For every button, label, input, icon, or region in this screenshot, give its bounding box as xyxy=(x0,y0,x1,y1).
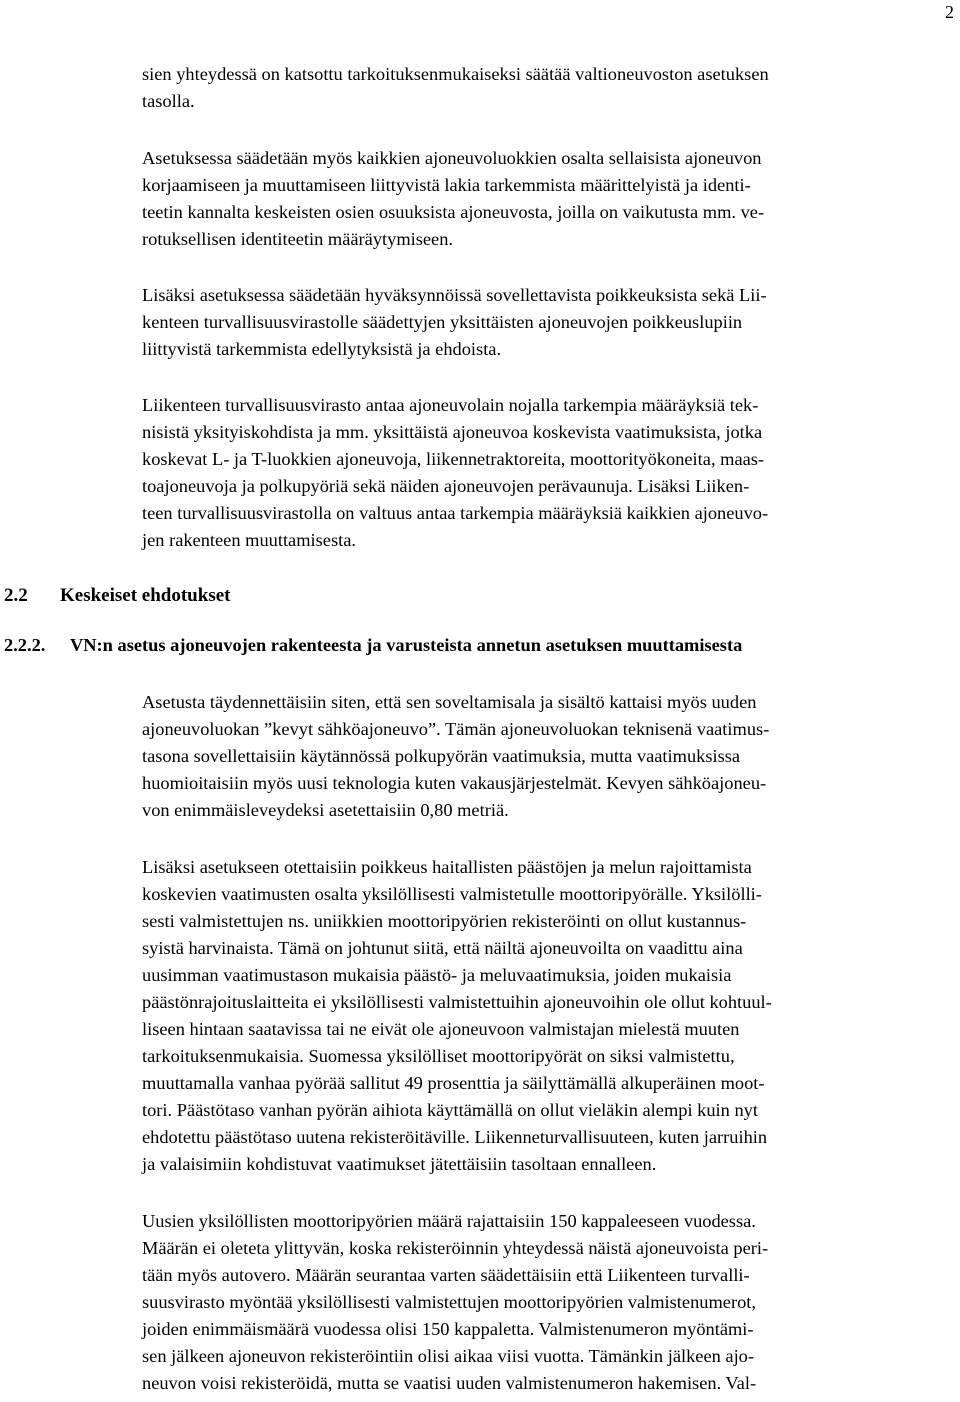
text-line: rotuksellisen identiteetin määräytymiseen. xyxy=(142,229,454,249)
text-line: tasolla. xyxy=(142,91,195,111)
paragraph xyxy=(142,282,942,363)
text-line: liseen hintaan saatavissa tai ne eivät ole ajoneuvoon valmistajan mielestä muuten xyxy=(142,1019,740,1039)
text-line: uusimman vaatimustason mukaisia päästö- ja meluvaatimuksia, joiden mukaisia xyxy=(142,965,732,985)
section-number: 2.2 xyxy=(4,585,28,606)
text-line: nisistä yksityiskohdista ja mm. yksittäistä ajoneuvoa koskevista vaatimuksista, jotka xyxy=(142,422,763,442)
text-line: tori. Päästötaso vanhan pyörän aihiota käyttämällä on ollut vieläkin alempi kuin nyt xyxy=(142,1100,758,1120)
paragraph xyxy=(142,1208,942,1397)
text-line: ehdotettu päästötaso uutena rekisteröitäville. Liikenneturvallisuuteen, kuten jarruihin xyxy=(142,1127,768,1147)
text-line: tään myös autovero. Määrän seurantaa varten säädettäisiin että Liikenteen turvalli- xyxy=(142,1265,750,1285)
text-line: neuvon voisi rekisteröidä, mutta se vaatisi uuden valmistenumeron hakemisen. Val- xyxy=(142,1373,757,1393)
text-line: kenteen turvallisuusvirastolle säädettyjen yksittäisten ajoneuvojen poikkeuslupiin xyxy=(142,312,743,332)
page-number: 2 xyxy=(945,2,954,22)
text-line: sen jälkeen ajoneuvon rekisteröintiin olisi aikaa viisi vuotta. Tämänkin jälkeen ajo- xyxy=(142,1346,755,1366)
text-line: Lisäksi asetuksessa säädetään hyväksynnöissä sovellettavista poikkeuksista sekä Lii- xyxy=(142,285,767,305)
text-line: von enimmäisleveydeksi asetettaisiin 0,80 metriä. xyxy=(142,800,509,820)
text-line: Määrän ei oleteta ylittyvän, koska rekisteröinnin yhteydessä näistä ajoneuvoista peri- xyxy=(142,1238,769,1258)
text-line: teen turvallisuusvirastolla on valtuus antaa tarkempia määräyksiä kaikkien ajoneuvo- xyxy=(142,503,769,523)
text-line: koskevien vaatimusten osalta yksilöllisesti valmistetulle moottoripyörälle. Yksilölli- xyxy=(142,884,762,904)
subsection-title: VN:n asetus ajoneuvojen rakenteesta ja varusteista annetun asetuksen muuttamisesta xyxy=(70,635,743,655)
paragraph xyxy=(142,689,942,824)
paragraph xyxy=(142,854,942,1178)
text-line: Lisäksi asetukseen otettaisiin poikkeus haitallisten päästöjen ja melun rajoittamista xyxy=(142,857,752,877)
text-line: sesti valmistettujen ns. uniikkien moottoripyörien rekisteröinti on ollut kustannus- xyxy=(142,911,747,931)
text-line: huomioitaisiin myös uusi teknologia kuten vakausjärjestelmät. Kevyen sähköajoneu- xyxy=(142,773,767,793)
paragraph xyxy=(142,61,942,115)
text-line: ja valaisimiin kohdistuvat vaatimukset jätettäisiin tasoltaan ennalleen. xyxy=(142,1154,657,1174)
text-line: koskevat L- ja T-luokkien ajoneuvoja, liikennetraktoreita, moottorityökoneita, maas- xyxy=(142,449,765,469)
text-line: teetin kannalta keskeisten osien osuuksista ajoneuvosta, joilla on vaikutusta mm. ve- xyxy=(142,202,765,222)
text-line: korjaamiseen ja muuttamiseen liittyvistä lakia tarkemmista määrittelyistä ja identi- xyxy=(142,175,751,195)
text-line: tarkoituksenmukaisia. Suomessa yksilölliset moottoripyörät on siksi valmistettu, xyxy=(142,1046,735,1066)
text-line: päästönrajoituslaitteita ei yksilöllisesti valmistettuihin ajoneuvoihin ole ollut kohtuul- xyxy=(142,992,772,1012)
text-line: Uusien yksilöllisten moottoripyörien määrä rajattaisiin 150 kappaleeseen vuodessa. xyxy=(142,1211,756,1231)
text-line: Asetusta täydennettäisiin siten, että sen soveltamisala ja sisältö kattaisi myös uuden xyxy=(142,692,757,712)
paragraph xyxy=(142,392,942,554)
text-line: syistä harvinaista. Tämä on johtunut siitä, että näiltä ajoneuvoilta on vaadittu aina xyxy=(142,938,743,958)
section-heading xyxy=(4,585,230,607)
text-line: Asetuksessa säädetään myös kaikkien ajoneuvoluokkien osalta sellaisista ajoneuvon xyxy=(142,148,762,168)
text-line: jen rakenteen muuttamisesta. xyxy=(142,530,356,550)
text-line: liittyvistä tarkemmista edellytyksistä ja ehdoista. xyxy=(142,339,502,359)
text-line: ajoneuvoluokan ”kevyt sähköajoneuvo”. Tämän ajoneuvoluokan teknisenä vaatimus- xyxy=(142,719,770,739)
text-line: suusvirasto myöntää yksilöllisesti valmistettujen moottoripyörien valmistenumerot, xyxy=(142,1292,756,1312)
text-line: tasona sovellettaisiin käytännössä polkupyörän vaatimuksia, mutta vaatimuksissa xyxy=(142,746,741,766)
paragraph xyxy=(142,145,942,253)
subsection-number: 2.2.2. xyxy=(4,635,46,655)
text-line: Liikenteen turvallisuusvirasto antaa ajoneuvolain nojalla tarkempia määräyksiä tek- xyxy=(142,395,759,415)
text-line: sien yhteydessä on katsottu tarkoituksenmukaiseksi säätää valtioneuvoston asetuksen xyxy=(142,64,769,84)
text-line: muuttamalla vanhaa pyörää sallitut 49 prosenttia ja säilyttämällä alkuperäinen moot- xyxy=(142,1073,765,1093)
text-line: toajoneuvoja ja polkupyöriä sekä näiden ajoneuvojen perävaunuja. Lisäksi Liiken- xyxy=(142,476,750,496)
text-line: joiden enimmäismäärä vuodessa olisi 150 kappaletta. Valmistenumeron myöntämi- xyxy=(142,1319,754,1339)
subsection-heading xyxy=(4,635,742,656)
section-title: Keskeiset ehdotukset xyxy=(60,585,231,606)
